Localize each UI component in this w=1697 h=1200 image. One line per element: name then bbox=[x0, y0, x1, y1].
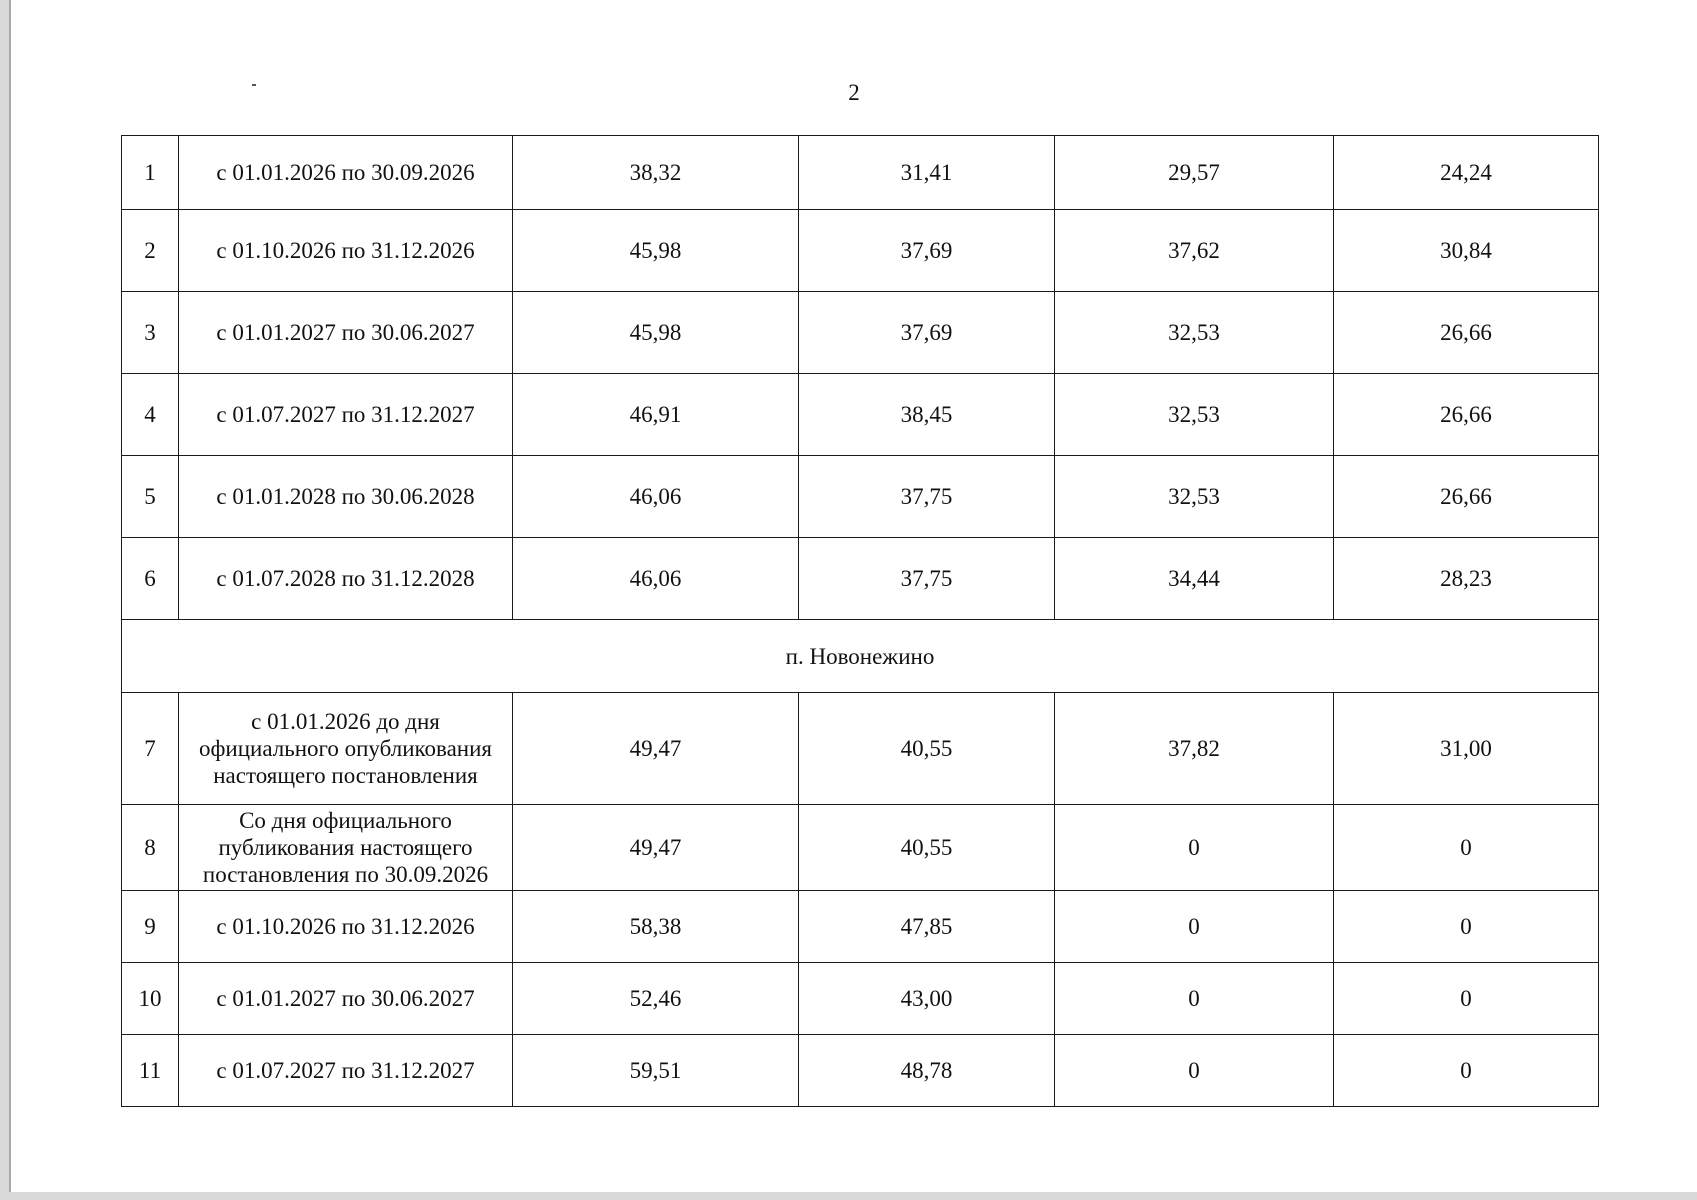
value-cell: 49,47 bbox=[513, 805, 799, 891]
value-cell: 46,91 bbox=[513, 374, 799, 456]
table-row bbox=[122, 1035, 1599, 1107]
value-cell: 26,66 bbox=[1334, 456, 1599, 538]
value-cell: 28,23 bbox=[1334, 538, 1599, 620]
value-cell: 37,62 bbox=[1055, 210, 1334, 292]
row-number: 11 bbox=[122, 1035, 179, 1107]
section-title: п. Новонежино bbox=[122, 620, 1599, 693]
value-cell: 26,66 bbox=[1334, 374, 1599, 456]
row-number: 5 bbox=[122, 456, 179, 538]
table-row bbox=[122, 292, 1599, 374]
value-cell: 31,00 bbox=[1334, 693, 1599, 805]
period-cell: с 01.01.2026 до дня официального опубликования настоящего постановления bbox=[179, 693, 513, 805]
value-cell: 45,98 bbox=[513, 292, 799, 374]
period-cell: с 01.07.2027 по 31.12.2027 bbox=[179, 1035, 513, 1107]
tariff-table bbox=[121, 135, 1599, 1107]
table-row bbox=[122, 963, 1599, 1035]
row-number: 3 bbox=[122, 292, 179, 374]
page-number: 2 bbox=[848, 80, 860, 105]
value-cell: 48,78 bbox=[799, 1035, 1055, 1107]
value-cell: 37,82 bbox=[1055, 693, 1334, 805]
value-cell: 0 bbox=[1334, 805, 1599, 891]
value-cell: 59,51 bbox=[513, 1035, 799, 1107]
value-cell: 0 bbox=[1055, 891, 1334, 963]
value-cell: 47,85 bbox=[799, 891, 1055, 963]
value-cell: 0 bbox=[1334, 963, 1599, 1035]
value-cell: 0 bbox=[1055, 1035, 1334, 1107]
table-row bbox=[122, 805, 1599, 891]
row-number: 9 bbox=[122, 891, 179, 963]
value-cell: 31,41 bbox=[799, 136, 1055, 210]
value-cell: 32,53 bbox=[1055, 456, 1334, 538]
period-cell: с 01.01.2028 по 30.06.2028 bbox=[179, 456, 513, 538]
value-cell: 26,66 bbox=[1334, 292, 1599, 374]
row-number: 1 bbox=[122, 136, 179, 210]
value-cell: 38,32 bbox=[513, 136, 799, 210]
value-cell: 32,53 bbox=[1055, 374, 1334, 456]
value-cell: 32,53 bbox=[1055, 292, 1334, 374]
value-cell: 37,69 bbox=[799, 292, 1055, 374]
row-number: 7 bbox=[122, 693, 179, 805]
value-cell: 52,46 bbox=[513, 963, 799, 1035]
value-cell: 40,55 bbox=[799, 693, 1055, 805]
table-row bbox=[122, 693, 1599, 805]
period-cell: с 01.01.2026 по 30.09.2026 bbox=[179, 136, 513, 210]
value-cell: 0 bbox=[1334, 1035, 1599, 1107]
row-number: 4 bbox=[122, 374, 179, 456]
value-cell: 37,69 bbox=[799, 210, 1055, 292]
value-cell: 38,45 bbox=[799, 374, 1055, 456]
table-row bbox=[122, 891, 1599, 963]
value-cell: 30,84 bbox=[1334, 210, 1599, 292]
value-cell: 0 bbox=[1055, 805, 1334, 891]
value-cell: 40,55 bbox=[799, 805, 1055, 891]
value-cell: 46,06 bbox=[513, 456, 799, 538]
row-number: 6 bbox=[122, 538, 179, 620]
row-number: 10 bbox=[122, 963, 179, 1035]
value-cell: 49,47 bbox=[513, 693, 799, 805]
value-cell: 58,38 bbox=[513, 891, 799, 963]
period-cell: с 01.07.2027 по 31.12.2027 bbox=[179, 374, 513, 456]
value-cell: 45,98 bbox=[513, 210, 799, 292]
value-cell: 0 bbox=[1334, 891, 1599, 963]
value-cell: 0 bbox=[1055, 963, 1334, 1035]
period-cell: с 01.07.2028 по 31.12.2028 bbox=[179, 538, 513, 620]
period-cell: с 01.10.2026 по 31.12.2026 bbox=[179, 891, 513, 963]
row-number: 8 bbox=[122, 805, 179, 891]
period-cell: с 01.01.2027 по 30.06.2027 bbox=[179, 292, 513, 374]
value-cell: 34,44 bbox=[1055, 538, 1334, 620]
table-row bbox=[122, 210, 1599, 292]
value-cell: 24,24 bbox=[1334, 136, 1599, 210]
value-cell: 46,06 bbox=[513, 538, 799, 620]
table-row bbox=[122, 374, 1599, 456]
period-cell: Со дня официального публикования настоящего постановления по 30.09.2026 bbox=[179, 805, 513, 891]
table-row bbox=[122, 538, 1599, 620]
document-page bbox=[9, 0, 1697, 1192]
period-cell: с 01.01.2027 по 30.06.2027 bbox=[179, 963, 513, 1035]
table-row bbox=[122, 136, 1599, 210]
table-row bbox=[122, 456, 1599, 538]
value-cell: 43,00 bbox=[799, 963, 1055, 1035]
row-number: 2 bbox=[122, 210, 179, 292]
value-cell: 29,57 bbox=[1055, 136, 1334, 210]
value-cell: 37,75 bbox=[799, 538, 1055, 620]
period-cell: с 01.10.2026 по 31.12.2026 bbox=[179, 210, 513, 292]
section-row bbox=[122, 620, 1599, 693]
value-cell: 37,75 bbox=[799, 456, 1055, 538]
